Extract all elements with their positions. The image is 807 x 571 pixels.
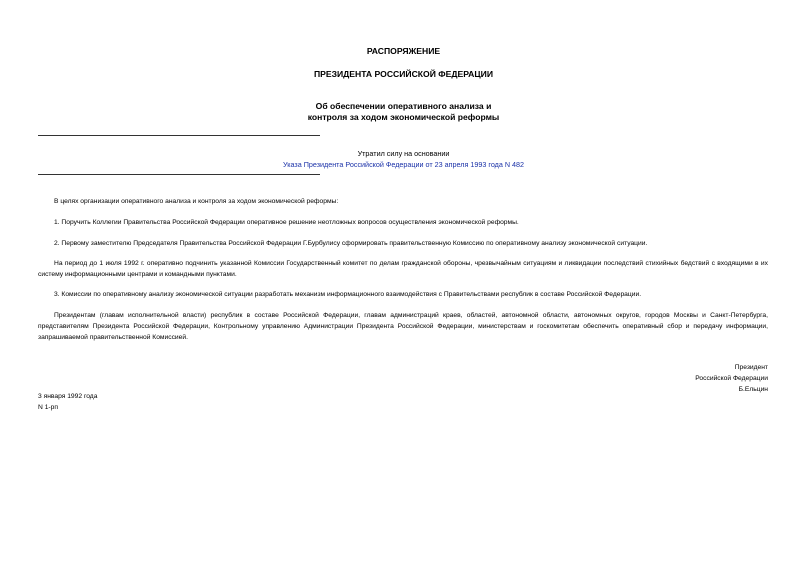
signature-position: Президент (734, 364, 768, 371)
divider-bottom (38, 174, 320, 175)
paragraph-item-3-addendum: Президентам (главам исполнительной власти) республик в составе Российской Федерации, главам администраций краев, областей, автономной области, автономных округов, городов Москвы и Санкт-Петербурга, представителям Президента Российской Федерации, Контрольному управлению Администрации Президента Российской Федерации, министерствам и госкомитетам обеспечить оперативный сбор и передачу информации, запрашиваемой правительственной Комиссией. (38, 312, 768, 341)
signature-position-2: Российской Федерации (695, 375, 768, 382)
paragraph-item-3: 3. Комиссии по оперативному анализу экономической ситуации разработать механизм информационного взаимодействия с Правительствами республик в составе Российской Федерации. (54, 291, 642, 298)
document-type-title: РАСПОРЯЖЕНИЕ (366, 46, 441, 56)
repeal-link-line (0, 159, 807, 170)
subject-title-line2: контроля за ходом экономической реформы (307, 112, 500, 122)
divider-top (38, 135, 320, 136)
issuer-title: ПРЕЗИДЕНТА РОССИЙСКОЙ ФЕДЕРАЦИИ (313, 69, 494, 79)
paragraph-item-2-addendum: На период до 1 июля 1992 г. оперативно подчинить указанной Комиссии Государственный комитет по делам гражданской обороны, чрезвычайным ситуациям и ликвидации последствий стихийных бедствий с входящими в их систему информационными центрами и командными пунктами. (38, 260, 768, 278)
document-number: N 1-рп (38, 404, 58, 411)
signature-block (695, 362, 768, 395)
signature-name: Б.Ельцин (738, 386, 768, 393)
date-number-block (38, 391, 97, 413)
repeal-decree-link[interactable]: Указа Президента Российской Федерации от 23 апреля 1993 года N 482 (282, 160, 525, 169)
repeal-note: Утратил силу на основании (357, 149, 450, 158)
paragraph-item-2: 2. Первому заместителю Председателя Правительства Российской Федерации Г.Бурбулису сформировать правительственную Комиссию по оперативному анализу экономической ситуации. (54, 240, 648, 247)
paragraph-item-1: 1. Поручить Коллегии Правительства Российской Федерации оперативное решение неотложных вопросов осуществления экономической реформы. (54, 219, 519, 226)
subject-title-line1: Об обеспечении оперативного анализа и (315, 101, 492, 111)
document-date: 3 января 1992 года (38, 393, 98, 400)
paragraph-preamble: В целях организации оперативного анализа и контроля за ходом экономической реформы: (54, 198, 339, 205)
